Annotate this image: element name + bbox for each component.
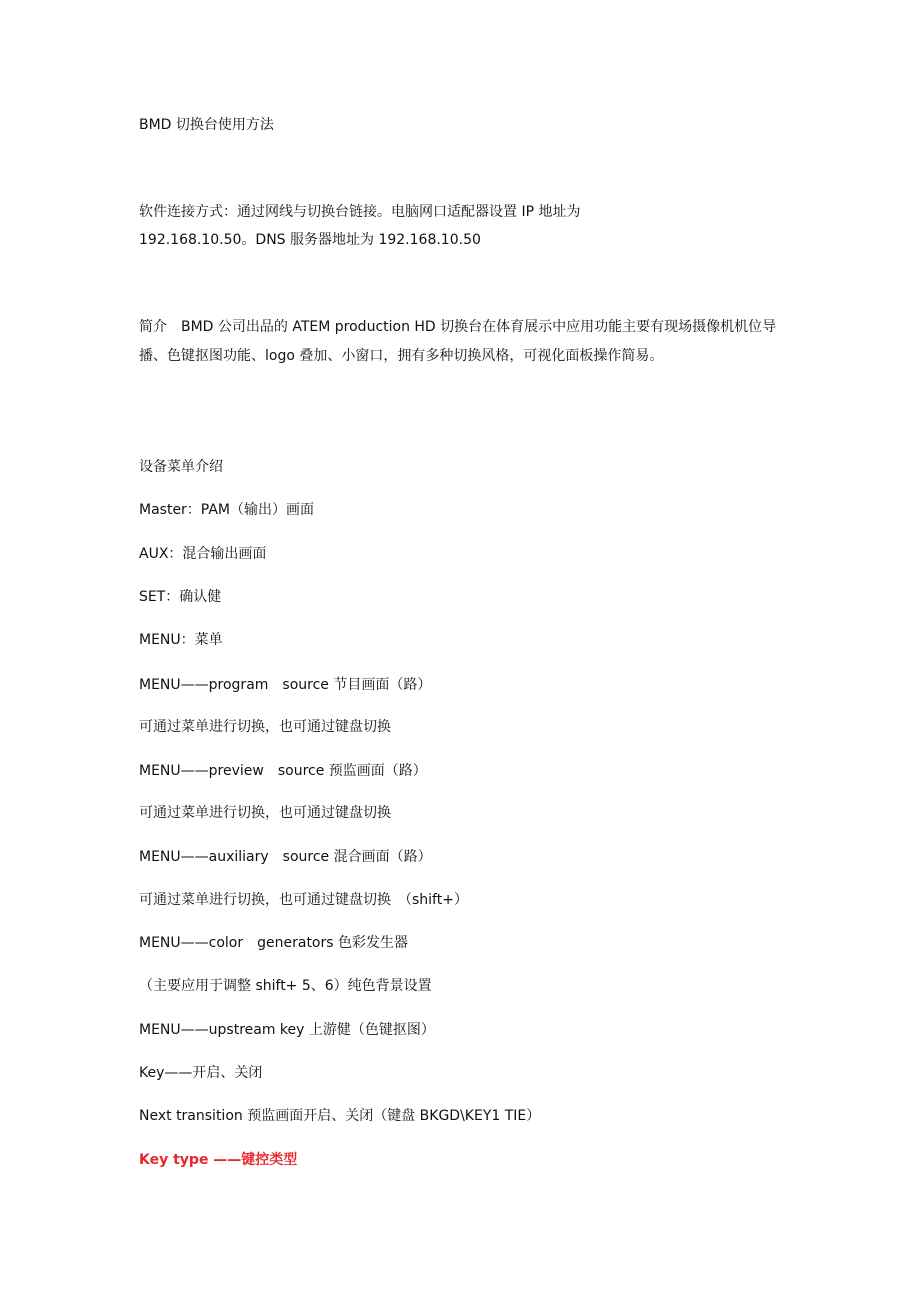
menu-item: MENU——preview source 预监画面（路） xyxy=(139,763,427,779)
connection-line-2: 192.168.10.50。DNS 服务器地址为 192.168.10.50 xyxy=(139,232,481,248)
menu-item: 可通过菜单进行切换，也可通过键盘切换 （shift+） xyxy=(139,892,468,908)
menu-item: 可通过菜单进行切换，也可通过键盘切换 xyxy=(139,805,391,821)
connection-line-1: 软件连接方式：通过网线与切换台链接。电脑网口适配器设置 IP 地址为 xyxy=(139,204,581,220)
menu-item: SET：确认健 xyxy=(139,589,222,605)
menu-item: Master：PAM（输出）画面 xyxy=(139,502,315,518)
document-title: BMD 切换台使用方法 xyxy=(139,117,274,133)
menu-item: MENU——upstream key 上游健（色键抠图） xyxy=(139,1022,435,1038)
menu-item: MENU——color generators 色彩发生器 xyxy=(139,935,408,951)
menu-item: （主要应用于调整 shift+ 5、6）纯色背景设置 xyxy=(139,978,432,994)
menu-item: Next transition 预监画面开启、关闭（键盘 BKGD\KEY1 TIE） xyxy=(139,1108,541,1124)
menu-item: AUX：混合输出画面 xyxy=(139,546,267,562)
menu-item: MENU——auxiliary source 混合画面（路） xyxy=(139,849,432,865)
intro-paragraph: 简介 BMD 公司出品的 ATEM production HD 切换台在体育展示中应用功能主要有现场摄像机机位导播、色键抠图功能、logo 叠加、小窗口，拥有多种切换风格，可视化面板操作简易。 xyxy=(139,319,777,364)
menu-section-heading: 设备菜单介绍 xyxy=(139,459,223,475)
menu-item: Key——开启、关闭 xyxy=(139,1065,263,1081)
menu-item: MENU——program source 节目画面（路） xyxy=(139,677,432,693)
menu-item: MENU：菜单 xyxy=(139,632,223,648)
key-type-heading: Key type ——键控类型 xyxy=(139,1152,298,1168)
menu-item: 可通过菜单进行切换，也可通过键盘切换 xyxy=(139,719,391,735)
